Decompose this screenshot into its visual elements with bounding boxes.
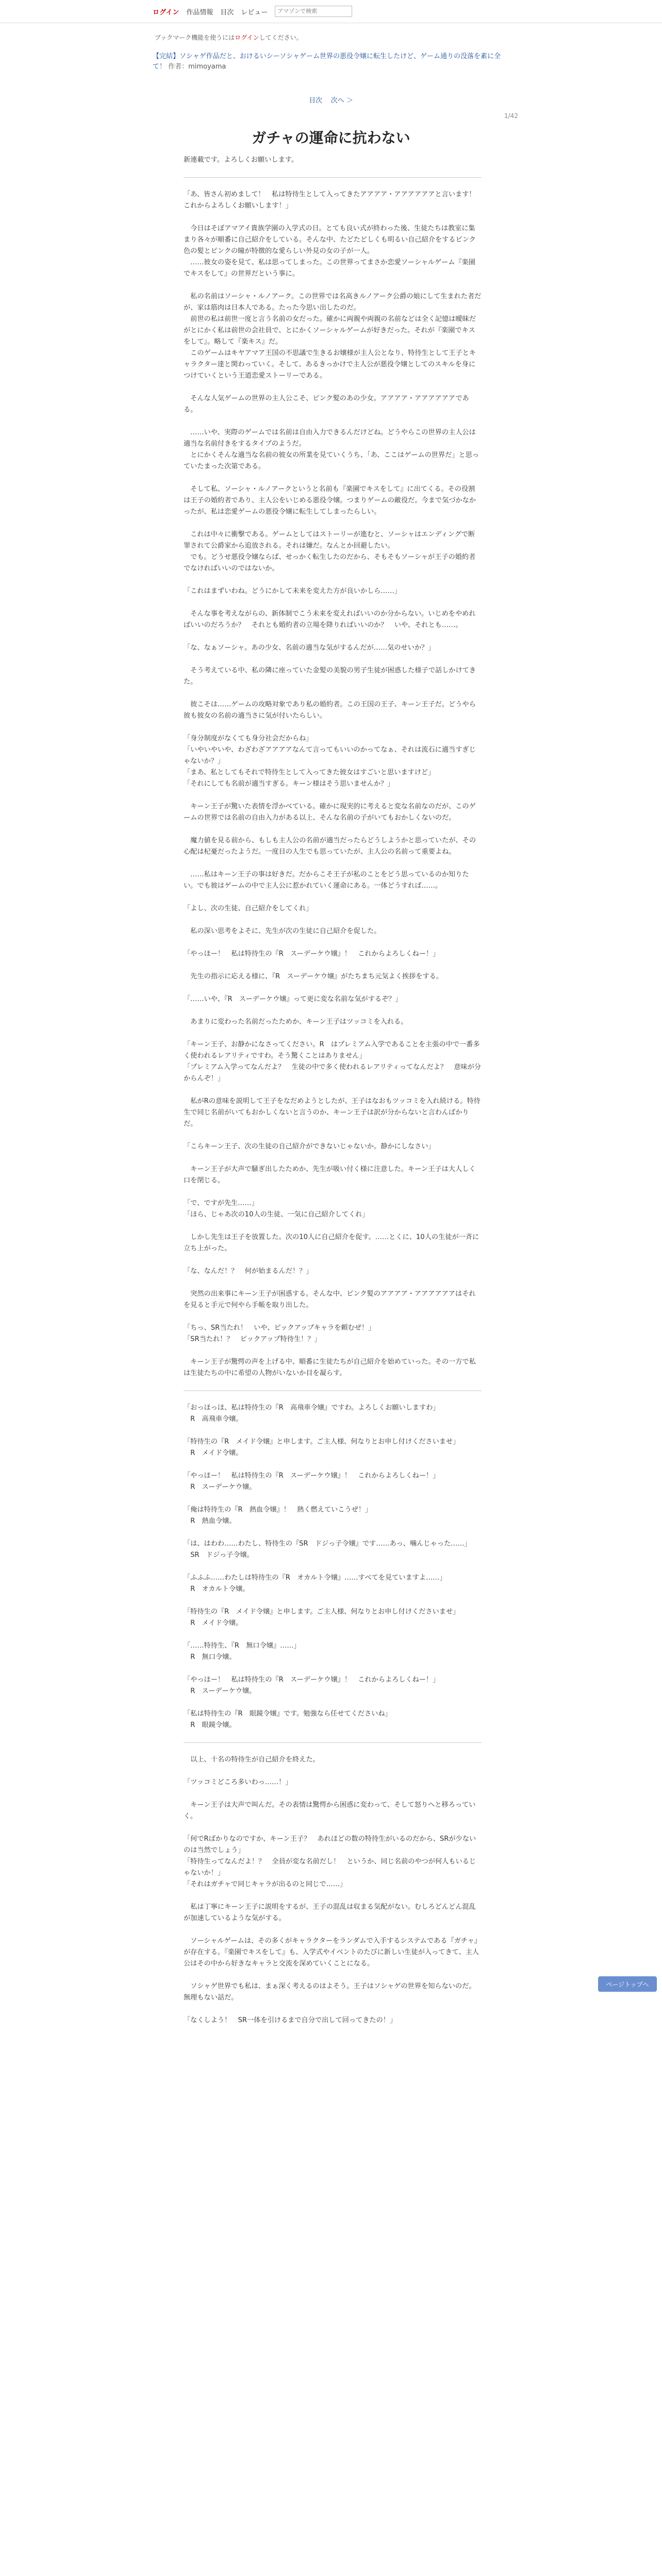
- roster-entry: [184, 1504, 482, 1527]
- roster-line: 「私は特待生の『R 眼鏡令嬢』です。勉強なら任せてくださいね」: [184, 1710, 392, 1718]
- roster-tag: R 無口令嬢。: [190, 1653, 236, 1661]
- roster-entry: [184, 1572, 482, 1595]
- body-paragraph: これは中々に衝撃である。ゲームとしてはストーリーが進むと、ソーシャはエンディングで断罪されて公爵家から追放される。それは嫌だ。なんとか回避したい。 でも。どうせ悪役令嬢ならば、せっかく転生したのだから、そもそもソーシャが王子の婚約者でなければいいのではないか。: [184, 531, 476, 572]
- body-paragraph: 「身分制度がなくても身分社会だからね」 「いやいやいや、わざわざアアアアなんて言ってもいいのかってなぁ、それは流石に適当すぎじゃないか？」 「まあ、私としてもそれで特待生として入ってきた彼女はすごいと思いますけど」 「それにしても名前が適当すぎる。キーン様はそう思いませんか？」: [184, 735, 476, 788]
- roster-tag: R 熱血令嬢。: [190, 1517, 236, 1525]
- author-label: 作者：: [168, 63, 189, 71]
- body-paragraph: 「やっほー！ 私は特待生の『R スーデーケウ嬢』！ これからよろしくねー！」: [184, 950, 440, 958]
- roster-entry: [184, 1640, 482, 1663]
- body-paragraph: キーン王子は大声で叫んだ。その表情は驚愕から困惑に変わって、そして怒りへと移ろっていく。: [184, 1801, 476, 1820]
- roster-tag: SR ドジっ子令嬢。: [190, 1551, 254, 1559]
- author-link[interactable]: mimoyama: [188, 63, 226, 71]
- roster-entry: [184, 1606, 482, 1629]
- body-paragraph: 「なくしよう！ SR一体を引けるまで自分で出して回ってきたの！」: [184, 2016, 397, 2024]
- body-paragraph: 今日はそぼアマアイ貴族学園の入学式の日。とても良い式が終わった後、生徒たちは教室に集まり各々が順番に自己紹介をしている。そんな中、たどたどしくも明るい自己紹介をするピンク色の髪とピンクの瞳が特徴的な愛らしい外見の女の子が一人。 ……彼女の姿を見て、私は思ってしまった。この世界ってまさか恋愛ソーシャルゲーム『楽園でキスをして』の世界だという事に。: [184, 225, 476, 278]
- series-info: [153, 52, 508, 72]
- roster-line: 「は、はわわ……わたし、特待生の『SR ドジっ子令嬢』です……あっ、噛んじゃった……」: [184, 1540, 471, 1548]
- body-paragraph: 「ちっ、SR当たれ！ いや、ピックアップキャラを頼むぜ！」 「SR当たれ！？ ピックアップ特待生！？」: [184, 1324, 375, 1343]
- page-number: 1/42: [504, 112, 518, 120]
- body-paragraph: 私がRの意味を説明して王子をなだめようとしたが、王子はなおもツッコミを入れ続ける。特待生で同じ名前がいてもおかしくないと言うのか、キーン王子は訳が分からないと言わんばかりだ。: [184, 1097, 481, 1128]
- body-paragraph: 私の名前はソーシャ・ルノアーク。この世界では名高きルノアーク公爵の娘にして生まれた者だが、家は筋肉は日本人である。たった今思い出したのだ。 前世の私は前世一度と言う名前の女だった。確かに両親や両親の名前などは全く記憶は曖昧だがとにかく私は前世の会社員で、とにかくソーシャルゲームが好きだった。それが『楽園でキスをして』。略して『楽キス』だ。 このゲームはキヤアマア王国の不思議で生きるお嬢様が主人公となり、特待生として王子とキャラクター達と関わっていく。そして、あるきっかけで主人公が悪役令嬢としてのスキルを身につけていくという王道恋愛ストーリーである。: [184, 293, 482, 380]
- nav-item-work-info[interactable]: 作品情報: [186, 8, 213, 16]
- roster-tag: R オカルト令嬢。: [190, 1585, 250, 1593]
- nav-item-review[interactable]: レビュー: [241, 8, 268, 16]
- body-paragraph: キーン王子が驚愕の声を上げる中、順番に生徒たちが自己紹介を始めていった。その一方で私は生徒たちの中に希望の人物がいないか目を凝らす。: [184, 1358, 476, 1377]
- body-paragraph: そんな人気ゲームの世界の主人公こそ、ピンク髪のあの少女。アアアア・アアアアアアである。: [184, 395, 469, 414]
- series-title-link[interactable]: ソシャゲ作品だと、おけるいシーソシャゲーム世界の悪役令嬢に転生したけど、ゲーム通りの没落を素に全て！: [153, 53, 501, 71]
- bookmark-notice: [155, 33, 303, 42]
- body-paragraph: 私の深い思考をよそに、先生が次の生徒に自己紹介を促した。: [184, 927, 381, 935]
- roster-entry: [184, 1436, 482, 1459]
- series-badge: 【完結】: [153, 53, 180, 60]
- body-paragraph: あまりに変わった名前だったためか、キーン王子はツッコミを入れる。: [184, 1018, 408, 1026]
- body-paragraph: 「ツッコミどころ多いわっ……！」: [184, 1778, 292, 1786]
- chapter-title: ガチャの運命に抗わない: [252, 129, 410, 146]
- body-paragraph: 「こらキーン王子、次の生徒の自己紹介ができないじゃないか。静かにしなさい」: [184, 1143, 435, 1150]
- roster-line: 「特待生の『R メイド令嬢』と申します。ご主人様、何なりとお申し付けくださいませ」: [184, 1438, 460, 1446]
- pager-next-link[interactable]: 次へ ＞: [330, 97, 353, 105]
- body-paragraph: キーン王子が大声で騒ぎ出したためか、先生が吸い付く様に注意した。キーン王子は大人しく口を閉じる。: [184, 1165, 476, 1184]
- body-paragraph: 「キーン王子、お静かになさってください。R はプレミアム入学であることを主張の中で一番多く使われるレアリティですわ。そう驚くことはありません」 「プレミアム入学ってなんだよ？ 生徒の中で多く使われるレアリティってなんだよ？ 意味が分からんぞ！」: [184, 1041, 481, 1082]
- search-input[interactable]: [275, 6, 352, 17]
- roster-tag: R 眼鏡令嬢。: [190, 1721, 236, 1729]
- roster-outro: 以上、十名の特待生が自己紹介を終えた。: [184, 1756, 320, 1764]
- pager-top: [0, 95, 662, 105]
- body-paragraph: ソシャゲ世界でも私は、まぁ深く考えるのはよそう。王子はソシャゲの世界を知らないのだ。無理もない話だ。: [184, 1982, 476, 2002]
- roster-entry: [184, 1470, 482, 1493]
- nav-item-contents[interactable]: 目次: [220, 8, 234, 16]
- roster-intro: 「おっほっほ、私は特待生の『R 高飛車令嬢』ですわ。よろしくお願いしますわ」 R 高飛車令嬢。: [184, 1404, 440, 1423]
- roster-line: 「ふふふ……わたしは特待生の『R オカルト令嬢』……すべてを見ていますよ……」: [184, 1574, 446, 1582]
- roster-tag: R スーデーケウ嬢。: [190, 1687, 256, 1695]
- roster-entry: [184, 1708, 482, 1731]
- body-paragraph: ソーシャルゲームは、その多くがキャラクターをランダムで入手するシステムである『ガチャ』が存在する。『楽園でキスをして』も、入学式やイベントのたびに新しい生徒が入ってきて、主人公はその中から好きなキャラと交流を深めていくことになる。: [184, 1937, 481, 1968]
- body-paragraph: 私は丁寧にキーン王子に説明をするが、王子の混乱は収まる気配がない。むしろどんどん混乱が加速しているような気がする。: [184, 1903, 476, 1922]
- body-paragraph: 先生の指示に応える様に、『R スーデーケウ嬢』がたちまち元気よく挨拶をする。: [184, 973, 443, 980]
- page-top-button[interactable]: ページトップへ: [598, 1976, 657, 1992]
- roster-line: 「特待生の『R メイド令嬢』と申します。ご主人様、何なりとお申し付けくださいませ」: [184, 1608, 460, 1616]
- body-paragraph: 彼こそは……ゲームの攻略対象であり私の婚約者。この王国の王子、キーン王子だ。どうやら彼も彼女の名前の適当さに気が付いたらしい。: [184, 701, 476, 720]
- body-paragraph: 「あ、皆さん初めまして！ 私は特待生として入ってきたアアアア・アアアアアアと言います！ これからよろしくお願いします！」: [184, 191, 483, 210]
- body-paragraph: 「何でRばかりなのですか、キーン王子？ あれほどの数の特待生がいるのだから、SRが少ないのは当然でしょう」 「特待生ってなんだよ！？ 全員が変な名前だし！ というか、同じ名前のやつが何人もいるじゃないか！」 「それはガチャで同じキャラが出るのと同じで……」: [184, 1835, 476, 1888]
- pager-contents-link[interactable]: 目次: [309, 97, 323, 105]
- body-paragraph: そして私、ソーシャ・ルノアークというと名前も『楽園でキスをして』に出てくる。その役割は王子の婚約者であり、主人公をいじめる悪役令嬢。つまりゲームの敵役だ。今まで気づかなかったが、私は恋愛ゲームの悪役令嬢に転生してしまったらしい。: [184, 485, 476, 516]
- body-paragraph: ……私はキーン王子の事は好きだ。だからこそ王子が私のことをどう思っているのか知りたい。でも彼はゲームの中で主人公に惹かれていく運命にある。一体どうすれば……。: [184, 871, 469, 890]
- body-paragraph: 「な、なぁソーシャ。あの少女、名前の適当な気がするんだが……気のせいか？」: [184, 644, 435, 652]
- body-paragraph: 「な、なんだ！？ 何が始まるんだ！？」: [184, 1267, 313, 1275]
- roster-tag: R メイド令嬢。: [190, 1619, 243, 1627]
- body-paragraph: 突然の出来事にキーン王子が困惑する。そんな中、ピンク髪のアアアア・アアアアアアはそれを見ると手元で何やら手帳を取り出した。: [184, 1290, 476, 1309]
- body-paragraph: ……いや、実際のゲームでは名前は自由入力できるんだけどね。どうやらこの世界の主人公は適当な名前付きをするタイプのようだ。 とにかくそんな適当な名前の彼女の所業を見ていくうち、「あ、ここはゲームの世界だ」と思っていたまった次第である。: [184, 429, 479, 470]
- novel-body: [184, 155, 482, 2038]
- body-paragraph: 「……いや、『R スーデーケウ嬢』って更に変な名前な気がするぞ？」: [184, 995, 402, 1003]
- body-paragraph: 新連載です。よろしくお願いします。: [184, 156, 299, 164]
- section-divider: [184, 177, 482, 178]
- body-paragraph: 「で、ですが先生……」 「ほら、じゃあ次の10人の生徒、一気に自己紹介してくれ」: [184, 1199, 369, 1218]
- top-navigation-bar: [0, 0, 662, 23]
- section-divider: [184, 1742, 482, 1743]
- roster-line: 「やっほー！ 私は特待生の『R スーデーケウ嬢』！ これからよろしくねー！」: [184, 1472, 440, 1480]
- roster-entry: [184, 1538, 482, 1561]
- body-paragraph: そう考えている中、私の隣に座っていた金髪の美貌の男子生徒が困惑した様子で話しかけてきた。: [184, 667, 476, 686]
- roster-line: 「俺は特待生の『R 熱血令嬢』！ 熱く燃えていこうぜ！」: [184, 1506, 372, 1514]
- notice-suffix: してください。: [259, 34, 303, 41]
- body-paragraph: 「これはまずいわね。どうにかして未来を変えた方が良いかしら……」: [184, 587, 401, 595]
- body-paragraph: そんな事を考えながらの、新体制でこう未来を変えればいいのか分からない。いじめをやめればいいのだろうか？ それとも婚約者の立場を降りればいいのか？ いや、それとも……。: [184, 610, 476, 629]
- notice-prefix: ブックマーク機能を使うには: [155, 34, 235, 41]
- roster-tag: R スーデーケウ嬢。: [190, 1483, 256, 1491]
- notice-login-link[interactable]: ログイン: [235, 34, 259, 41]
- roster-tag: R メイド令嬢。: [190, 1449, 243, 1457]
- roster-line: 「……特待生、『R 無口令嬢』……」: [184, 1642, 301, 1650]
- roster-entry: [184, 1674, 482, 1697]
- body-paragraph: しかし先生は王子を放置した。次の10人に自己紹介を促す。……とくに、10人の生徒が一斉に立ち上がった。: [184, 1233, 479, 1252]
- login-link[interactable]: ログイン: [153, 8, 179, 16]
- body-paragraph: キーン王子が驚いた表情を浮かべている。確かに現実的に考えると変な名前なのだが、このゲームの世界では名前の自由入力がある以上、そんな名前の子がいてもおかしくないのだ。: [184, 803, 476, 822]
- roster-line: 「やっほー！ 私は特待生の『R スーデーケウ嬢』！ これからよろしくねー！」: [184, 1676, 440, 1684]
- body-paragraph: 魔力値を見る前から、もしも主人公の名前が適当だったらどうしようかと思っていたが、その心配は杞憂だったようだ。一度目の人生でも思っていたが、主人公の名前って重要よね。: [184, 837, 476, 856]
- body-paragraph: 「よし、次の生徒、自己紹介をしてくれ」: [184, 905, 313, 912]
